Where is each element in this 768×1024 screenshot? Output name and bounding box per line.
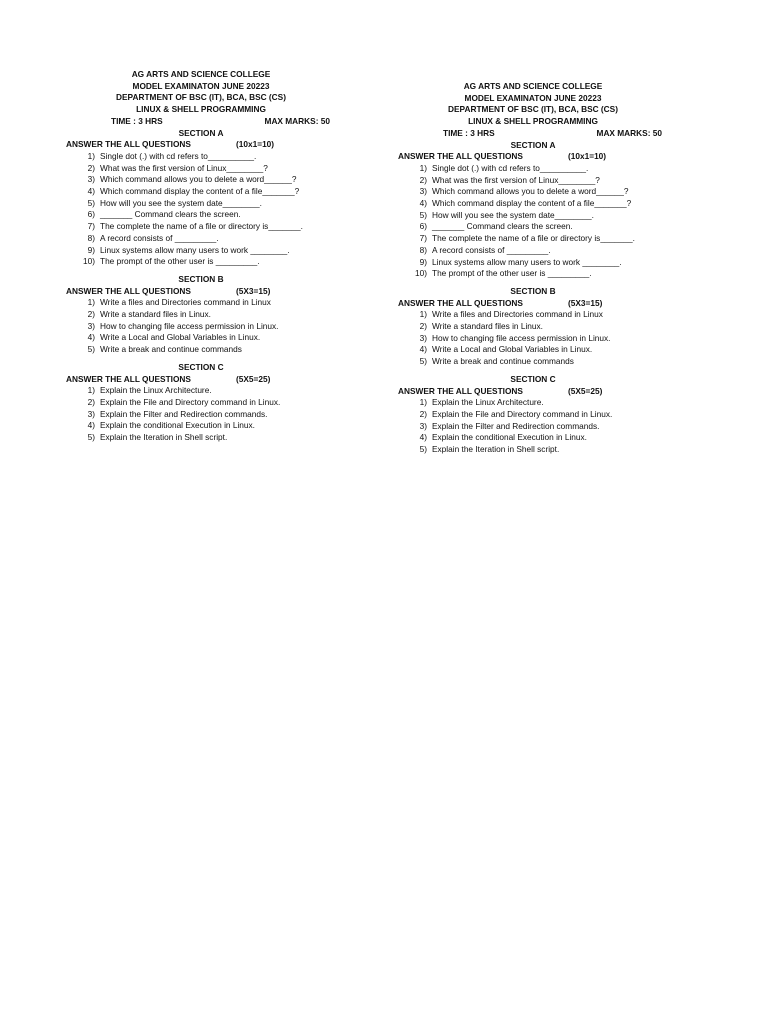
question-text: Explain the File and Directory command in Linux.	[100, 396, 281, 407]
question-number: 4)	[87, 186, 95, 197]
question-text: How to changing file access permission in Linux.	[100, 320, 279, 331]
question-number: 4)	[419, 344, 427, 355]
question-number: 10)	[415, 268, 427, 279]
question-text: Write a break and continue commands	[100, 344, 242, 355]
question-item	[66, 321, 336, 333]
exam-duration: TIME : 3 HRS	[443, 127, 495, 138]
section-instruction: ANSWER THE ALL QUESTIONS	[66, 139, 191, 150]
question-text: The complete the name of a file or directory is_______.	[100, 221, 303, 232]
question-item	[66, 256, 336, 268]
question-text: How will you see the system date________.	[432, 209, 594, 220]
section-marks: (10x1=10)	[568, 151, 607, 162]
question-text: What was the first version of Linux________?	[100, 162, 268, 173]
question-item	[66, 432, 336, 444]
question-number: 6)	[87, 209, 95, 220]
question-number: 3)	[419, 420, 427, 431]
question-item	[398, 221, 668, 233]
question-item	[66, 385, 336, 397]
section-title: SECTION B	[178, 273, 224, 284]
question-paper-right	[398, 81, 668, 456]
question-number: 9)	[419, 256, 427, 267]
question-text: The prompt of the other user is _________.	[432, 268, 592, 279]
subject-title: LINUX & SHELL PROGRAMMING	[468, 116, 598, 127]
question-item	[398, 444, 668, 456]
question-item	[66, 151, 336, 163]
question-text: Write a files and Directories command in Linux	[100, 297, 271, 308]
section-instruction-row	[398, 298, 668, 310]
question-text: A record consists of _________.	[100, 232, 219, 243]
question-number: 5)	[87, 197, 95, 208]
max-marks: MAX MARKS: 50	[596, 127, 662, 138]
college-name: AG ARTS AND SCIENCE COLLEGE	[463, 81, 603, 91]
question-item	[66, 233, 336, 245]
question-number: 5)	[419, 444, 427, 455]
question-text: Explain the Iteration in Shell script.	[432, 444, 560, 455]
question-number: 7)	[419, 233, 427, 244]
question-number: 3)	[419, 332, 427, 343]
question-item	[398, 245, 668, 257]
section-block	[66, 128, 336, 268]
question-text: Explain the File and Directory command in Linux.	[432, 408, 613, 419]
college-name: AG ARTS AND SCIENCE COLLEGE	[131, 69, 271, 79]
question-number: 4)	[419, 432, 427, 443]
question-text: Write a break and continue commands	[432, 356, 574, 367]
question-item	[398, 268, 668, 280]
question-text: Explain the Iteration in Shell script.	[100, 432, 228, 443]
section-instruction: ANSWER THE ALL QUESTIONS	[66, 373, 191, 384]
question-item	[398, 397, 668, 409]
question-item	[66, 409, 336, 421]
question-list	[398, 163, 668, 280]
question-number: 3)	[419, 186, 427, 197]
section-instruction: ANSWER THE ALL QUESTIONS	[66, 285, 191, 296]
question-text: Explain the Linux Architecture.	[432, 397, 544, 408]
question-number: 8)	[87, 232, 95, 243]
question-number: 3)	[87, 320, 95, 331]
question-text: Single dot (.) with cd refers to__________.	[100, 150, 257, 161]
question-item	[398, 309, 668, 321]
question-number: 4)	[87, 420, 95, 431]
question-list	[66, 297, 336, 356]
subject-title: LINUX & SHELL PROGRAMMING	[136, 104, 266, 115]
question-item	[66, 245, 336, 257]
question-item	[398, 333, 668, 345]
question-item	[398, 210, 668, 222]
section-marks: (5X3=15)	[568, 297, 603, 308]
question-number: 5)	[87, 432, 95, 443]
question-number: 5)	[87, 344, 95, 355]
question-list	[66, 385, 336, 444]
section-title: SECTION A	[178, 127, 224, 138]
max-marks: MAX MARKS: 50	[264, 115, 330, 126]
question-number: 8)	[419, 244, 427, 255]
exam-duration: TIME : 3 HRS	[111, 115, 163, 126]
section-title: SECTION C	[510, 373, 556, 384]
section-instruction-row	[66, 374, 336, 386]
question-text: Which command display the content of a file_______?	[432, 198, 632, 209]
question-number: 2)	[87, 396, 95, 407]
question-number: 1)	[419, 309, 427, 320]
question-text: Single dot (.) with cd refers to__________.	[432, 162, 589, 173]
section-title: SECTION A	[510, 139, 556, 150]
question-number: 2)	[87, 162, 95, 173]
question-text: _______ Command clears the screen.	[432, 221, 573, 232]
question-number: 1)	[419, 397, 427, 408]
question-item	[66, 332, 336, 344]
section-instruction-row	[66, 139, 336, 151]
question-item	[66, 174, 336, 186]
question-number: 7)	[87, 221, 95, 232]
question-number: 1)	[87, 385, 95, 396]
question-item	[398, 321, 668, 333]
question-text: Write a standard files in Linux.	[100, 309, 211, 320]
question-text: The prompt of the other user is _________.	[100, 256, 260, 267]
question-text: Linux systems allow many users to work ________.	[432, 256, 622, 267]
question-item	[66, 163, 336, 175]
question-item	[66, 397, 336, 409]
question-text: Explain the conditional Execution in Linux.	[432, 432, 587, 443]
question-item	[66, 344, 336, 356]
question-item	[398, 421, 668, 433]
question-text: Explain the Linux Architecture.	[100, 385, 212, 396]
question-item	[398, 356, 668, 368]
question-number: 10)	[83, 256, 95, 267]
question-item	[398, 409, 668, 421]
question-number: 1)	[87, 297, 95, 308]
question-item	[398, 186, 668, 198]
question-text: Write a files and Directories command in Linux	[432, 309, 603, 320]
exam-title: MODEL EXAMINATON JUNE 20223	[464, 92, 602, 103]
section-instruction-row	[66, 286, 336, 298]
question-number: 5)	[419, 356, 427, 367]
section-title: SECTION C	[178, 361, 224, 372]
question-text: A record consists of _________.	[432, 244, 551, 255]
section-block	[66, 268, 336, 356]
question-number: 3)	[87, 408, 95, 419]
question-text: How to changing file access permission in Linux.	[432, 332, 611, 343]
section-block	[66, 356, 336, 444]
question-item	[66, 209, 336, 221]
section-instruction: ANSWER THE ALL QUESTIONS	[398, 297, 523, 308]
question-list	[398, 397, 668, 456]
section-marks: (10x1=10)	[236, 139, 275, 150]
section-marks: (5X5=25)	[236, 373, 271, 384]
question-item	[66, 420, 336, 432]
department-line: DEPARTMENT OF BSC (IT), BCA, BSC (CS)	[116, 92, 286, 103]
section-block	[398, 368, 668, 456]
question-number: 4)	[87, 332, 95, 343]
question-item	[398, 198, 668, 210]
question-list	[66, 151, 336, 268]
question-number: 3)	[87, 174, 95, 185]
question-text: Explain the Filter and Redirection commands.	[432, 420, 600, 431]
section-block	[398, 140, 668, 280]
question-text: _______ Command clears the screen.	[100, 209, 241, 220]
time-marks-row	[398, 128, 668, 140]
question-item	[398, 175, 668, 187]
question-text: Which command allows you to delete a word______?	[432, 186, 629, 197]
question-text: Write a standard files in Linux.	[432, 321, 543, 332]
section-instruction: ANSWER THE ALL QUESTIONS	[398, 385, 523, 396]
question-text: The complete the name of a file or directory is_______.	[432, 233, 635, 244]
question-text: Write a Local and Global Variables in Linux.	[432, 344, 593, 355]
question-text: Explain the Filter and Redirection commands.	[100, 408, 268, 419]
question-item	[398, 163, 668, 175]
question-number: 2)	[87, 309, 95, 320]
question-number: 2)	[419, 408, 427, 419]
question-number: 2)	[419, 321, 427, 332]
time-marks-row	[66, 116, 336, 128]
question-item	[398, 432, 668, 444]
question-item	[66, 198, 336, 210]
question-text: Linux systems allow many users to work ________.	[100, 244, 290, 255]
question-item	[398, 344, 668, 356]
question-number: 4)	[419, 198, 427, 209]
question-number: 9)	[87, 244, 95, 255]
question-item	[66, 221, 336, 233]
question-item	[66, 309, 336, 321]
question-text: How will you see the system date________.	[100, 197, 262, 208]
question-list	[398, 309, 668, 368]
question-number: 1)	[87, 150, 95, 161]
question-item	[66, 186, 336, 198]
question-paper-left	[66, 69, 336, 444]
question-number: 1)	[419, 162, 427, 173]
question-item	[66, 297, 336, 309]
section-marks: (5X3=15)	[236, 285, 271, 296]
section-instruction: ANSWER THE ALL QUESTIONS	[398, 151, 523, 162]
section-block	[398, 280, 668, 368]
exam-title: MODEL EXAMINATON JUNE 20223	[132, 80, 270, 91]
question-number: 6)	[419, 221, 427, 232]
section-marks: (5X5=25)	[568, 385, 603, 396]
question-number: 2)	[419, 174, 427, 185]
section-title: SECTION B	[510, 285, 556, 296]
question-text: Explain the conditional Execution in Linux.	[100, 420, 255, 431]
question-item	[398, 257, 668, 269]
section-instruction-row	[398, 386, 668, 398]
question-text: What was the first version of Linux________?	[432, 174, 600, 185]
question-item	[398, 233, 668, 245]
section-instruction-row	[398, 151, 668, 163]
question-text: Which command allows you to delete a word______?	[100, 174, 297, 185]
question-number: 5)	[419, 209, 427, 220]
department-line: DEPARTMENT OF BSC (IT), BCA, BSC (CS)	[448, 104, 618, 115]
question-text: Write a Local and Global Variables in Linux.	[100, 332, 261, 343]
question-text: Which command display the content of a file_______?	[100, 186, 300, 197]
